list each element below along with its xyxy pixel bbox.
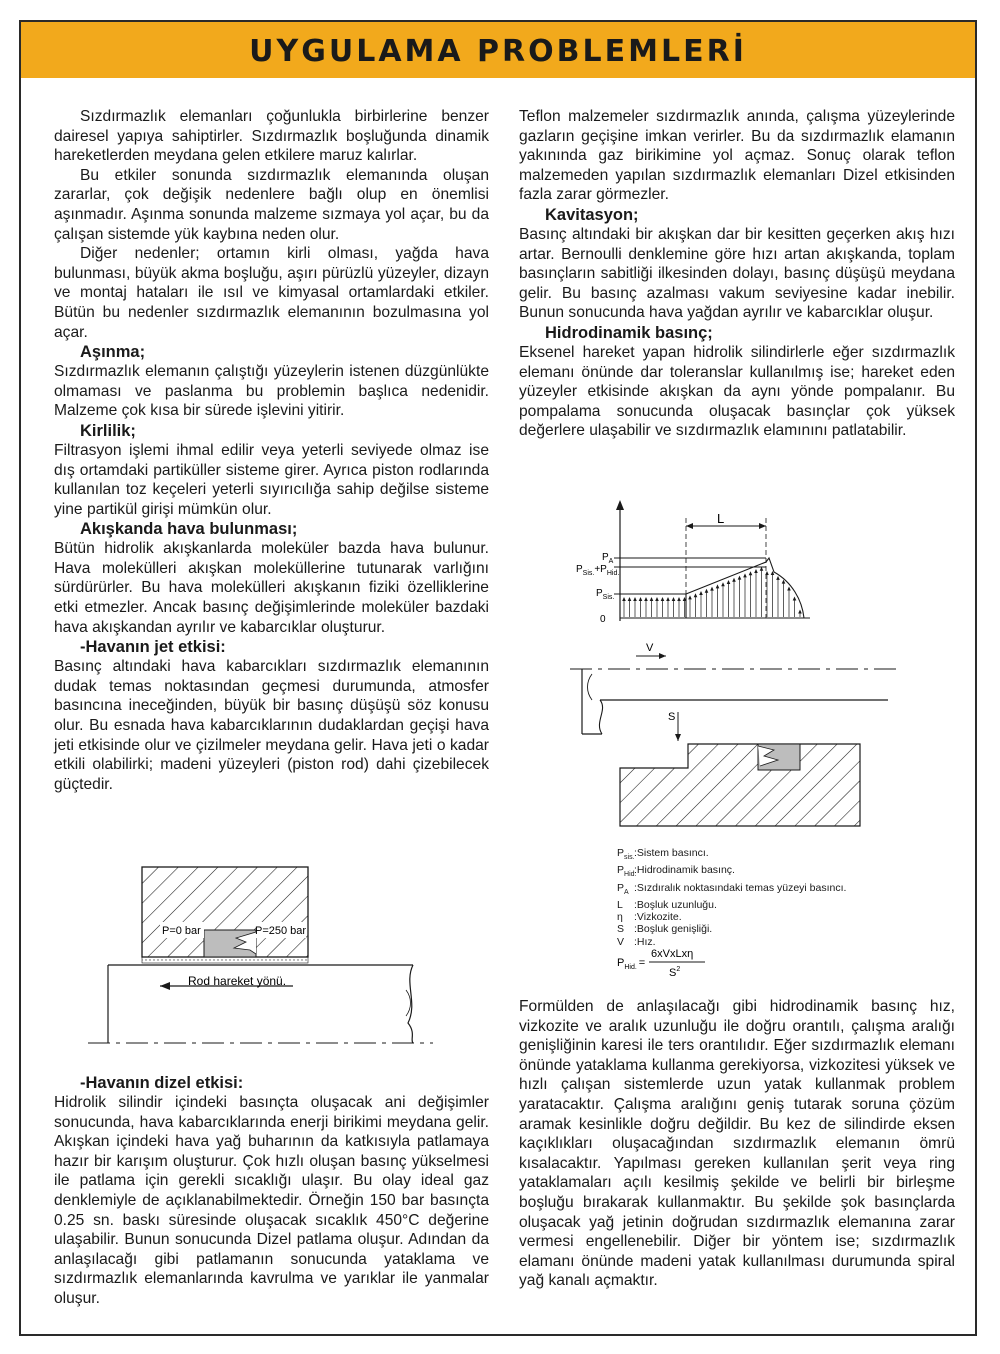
heading-kirlilik: Kirlilik; [80, 421, 136, 440]
p-a-label: $P_A$ [602, 552, 614, 565]
pressure-arrowhead [787, 587, 791, 591]
formula-numerator: 6xVxLxη [651, 948, 694, 960]
legend-item: V :Hız. [617, 935, 656, 948]
pressure-arrowhead [699, 591, 703, 595]
pressure-arrowhead [749, 571, 753, 575]
gap-S-label: S [668, 711, 676, 723]
pressure-arrowhead [727, 580, 731, 584]
pressure-arrowhead [666, 597, 670, 601]
heading-kavitasyon: Kavitasyon; [545, 205, 639, 224]
paragraph-kavitasyon: Basınç altındaki bir akışkan dar bir kesitten geçerken akış hızı artar. Bernoulli denklemine göre hızı artan akışkanda, toplam basınçların sabitliği ilkesinden dolayı, basınç düşüşü meydana gelir. Bu basınç azalması vakum seviyesine kadar inebilir. Bunun sonucunda hava yağdan ayrılır ve kabarcıklar oluşur. [519, 225, 955, 322]
pressure-arrowhead [776, 576, 780, 580]
pressure-arrowhead [798, 610, 802, 614]
page-title: UYGULAMA PROBLEMLERİ [249, 34, 747, 69]
left-column-bottom [54, 1073, 489, 1309]
intro-paragraph-3: Diğer nedenler; ortamın kirli olması, yağda hava bulunması, büyük akma boşluğu, aşırı pürüzlü yüzeyler, dizayn ve montaj hataları ile ısıl ve kimyasal ortamlardaki etkiler. Bütün bu nedenler sızdırmazlık elemanının bozulmasına yol açar. [54, 245, 489, 341]
pressure-arrowhead [672, 597, 676, 601]
pressure-arrows [622, 567, 802, 617]
pressure-arrowhead [688, 595, 692, 599]
formula-denominator: $S^2$ [669, 966, 681, 979]
hydrodynamic-pressure-diagram [570, 496, 900, 841]
p-sis-label: $P_{Sis.}$ [596, 588, 615, 601]
pressure-arrowhead [721, 582, 725, 586]
pressure-arrowhead [743, 573, 747, 577]
rod-direction-label: Rod hareket yönü. [188, 974, 287, 988]
pressure-arrowhead [655, 597, 659, 601]
pressure-arrowhead [716, 584, 720, 588]
pressure-arrowhead [710, 587, 714, 591]
paragraph-formul: Formülden de anlaşılacağı gibi hidrodinamik basınç hız, vizkozite ve aralık uzunluğu ile doğru orantılı, çalışma aralığı genişliğinin karesi ile ters orantılıdır. Eğer sızdırmazlık elemanı önünde yataklama kullanma gerekiyorsa, vizkozitesi yüksek ve hızlı çalışan sistemlerde uzun yatak kullanmak problem yaratacaktır. Çalışma aralığını geniş tutarak soruna çözüm aramak kesinlikle doğru değildir. Bu kez de silindirde eksen kaçıklıkları oluşacağından sızdırmazlık elemanın ömrü kısalacaktır. Yapılması gereken kullanılan şerit veya ring yataklamaları açılı kesilmiş şekilde ve belirli bir birleşme boşluğu bırakarak kullanmaktır. Bu şekilde şok basınçlarda oluşacak yağ jetinin doğrudan sızdırmazlık elemanına zarar vermesi engellenebilir. Diğer bir yöntem ise; sızdırmazlık elamanı önünde madeni yatak kullanılması durumunda spiral yağ kanalı açmaktır. [519, 998, 955, 1290]
svg-text:PHid.=: $P_{Hid.}$ = [617, 957, 646, 971]
pressure-arrowhead [705, 589, 709, 593]
rod-seal-diagram [88, 858, 433, 1053]
pressure-250-label: P=250 bar [255, 925, 307, 937]
legend-item: $P_{sis.}:Sistem$ basıncı. [617, 847, 709, 862]
paragraph-teflon: Teflon malzemeler sızdırmazlık anında, çalışma yüzeylerinde gazların geçişine imkan verirler. Bu da sızdırmazlık elamanın yakınında gaz birikimine yol açmaz. Sonuç olarak teflon malzemeden yapılan sızdırmazlık elemanları Dizel etkisinden fazla zarar görmezler. [519, 108, 955, 204]
velocity-V-label: V [646, 642, 654, 654]
pressure-arrowhead [677, 597, 681, 601]
paragraph-kirlilik: Filtrasyon işlemi ihmal edilir veya yeterli seviyede olmaz ise dış ortamdaki partiküller sisteme girer. Ayrıca piston rodlarında kullanılan toz keçeleri yeterli sıyırıcılığa sahip değilse sisteme yine partikül girişi mümkün olur. [54, 441, 489, 518]
pressure-arrowhead [622, 597, 626, 601]
intro-paragraph-1: Sızdırmazlık elemanları çoğunlukla birbirlerine benzer dairesel yapıya sahiptirler. Sızdırmazlık boşluğunda dinamik hareketlerden meydana gelen etkilere maruz kalırlar. [54, 108, 489, 165]
p-sum-label: $P_{Sis.}+P_{Hid.}$ [576, 564, 620, 577]
paragraph-dizel: Hidrolik silindir içindeki basınçta oluşacak ani değişimler sonucunda, hava kabarcıklarında enerji birikimi meydana gelir. Akışkan içindeki hava yağ buharının da katkısıyla patlamaya hazır bir karışım oluşturur. Çok hızlı oluşan basınç yükselmesi ile patlama için gerekli sıcaklığı ulaşır. Bu olay ideal gaz denklemiyle de açıklanabilmektedir. Örneğin 150 bar basınçta 0.25 sn. baskı süresinde oluşacak sıcaklık 450°C değerine ulaşabilir. Bunun sonucunda Dizel patlama oluşur. Adından da anlaşılacağı gibi patlamanın sonucunda yataklama ve sızdırmazlık elemanlarında kavrulma ve yarıklar ile yanmalar oluşur. [54, 1094, 489, 1307]
pressure-arrowhead [650, 597, 654, 601]
heading-hidro: Hidrodinamik basınç; [545, 323, 713, 342]
intro-paragraph-2: Bu etkiler sonunda sızdırmazlık elemanında oluşan zararlar, çok değişik nedenlere bağlı olup en önemlisi aşınmadır. Aşınma sonunda malzeme sızmaya yol açar, bu da çalışan sistemde yük kaybına neden olur. [54, 166, 489, 243]
heading-asinma: Aşınma; [80, 343, 146, 362]
pressure-arrowhead [793, 596, 797, 600]
legend-item: η :Vizkozite. [617, 911, 682, 924]
pressure-arrowhead [628, 597, 632, 601]
legend-item: $P_A$ :Sızdıralık noktasındaki temas yüzeyi basıncı. [617, 881, 847, 896]
pressure-arrowhead [754, 569, 758, 573]
title-banner [21, 22, 975, 78]
paragraph-hava: Bütün hidrolik akışkanlarda moleküler bazda hava bulunur. Hava molekülleri akışkan moleküllerine tutunarak varlığını sürdürürler. Bu hava molekülleri akışkanın fiziki özelliklerine etki etmezler. Ancak basınç değişimlerinde moleküler bazdaki hava akışkandan ayrılır ve kabarcıklar oluşturur. [54, 540, 489, 636]
length-L-label: L [717, 511, 725, 526]
zero-label: 0 [600, 614, 606, 625]
paragraph-jet: Basınç altındaki hava kabarcıkları sızdırmazlık elemanının dudak temas noktasından geçmesi durumunda, atmosfer basıncına ineceğinden, büyük bir basınç düşüşü söz konusu olur. Bu esnada hava kabarcıklarının dudaklardan geçişi hava jeti etkisinde olur ve çizilmeler meydana gelir. Hava jeti o kadar etkili olabilirki; madeni yüzeyleri (piston rod) dahi çizebilecek güçtedir. [54, 658, 489, 793]
pressure-arrowhead [661, 597, 665, 601]
legend-item: L :Boşluk uzunluğu. [617, 898, 717, 911]
heading-dizel: -Havanın dizel etkisi: [80, 1074, 244, 1092]
legend-item: $P_{Hid.}:Hidrodinamik$ basınç. [617, 864, 735, 879]
pressure-arrowhead [694, 593, 698, 597]
paragraph-asinma: Sızdırmazlık elemanın çalıştığı yüzeylerin istenen düzgünlükte olmaması ve paslanma bu problemin başlıca nedenidir. Malzeme çok kısa bir sürede işlevini yitirir. [54, 363, 489, 420]
pressure-arrowhead [639, 597, 643, 601]
pressure-arrowhead [644, 597, 648, 601]
heading-hava: Akışkanda hava bulunması; [80, 520, 298, 539]
pressure-arrowhead [633, 597, 637, 601]
right-column-bottom [519, 997, 955, 1291]
pressure-arrowhead [765, 571, 769, 575]
pressure-arrowhead [738, 576, 742, 580]
paragraph-hidro: Eksenel hareket yapan hidrolik silindirlerle eğer sızdırmazlık elemanı önünde dar toleranslar kullanılmış ise; hareket eden yüzeyler etkisinde akışkan da aynı yönde pompalanır. Bu pompalama sonucunda oluşacak basınçlar çok yüksek değerlere ulaşabilir ve sızdırmazlık elamınını patlatabilir. [519, 343, 955, 440]
pressure-arrowhead [732, 578, 736, 582]
legend-item: S :Boşluk genişliği. [617, 923, 713, 936]
hydrodynamic-formula [615, 942, 735, 984]
heading-jet: -Havanın jet etkisi: [80, 638, 226, 657]
left-column-top [54, 107, 489, 794]
right-column-top [519, 107, 955, 441]
pressure-0-label: P=0 bar [162, 925, 201, 937]
symbol-legend [617, 847, 846, 948]
